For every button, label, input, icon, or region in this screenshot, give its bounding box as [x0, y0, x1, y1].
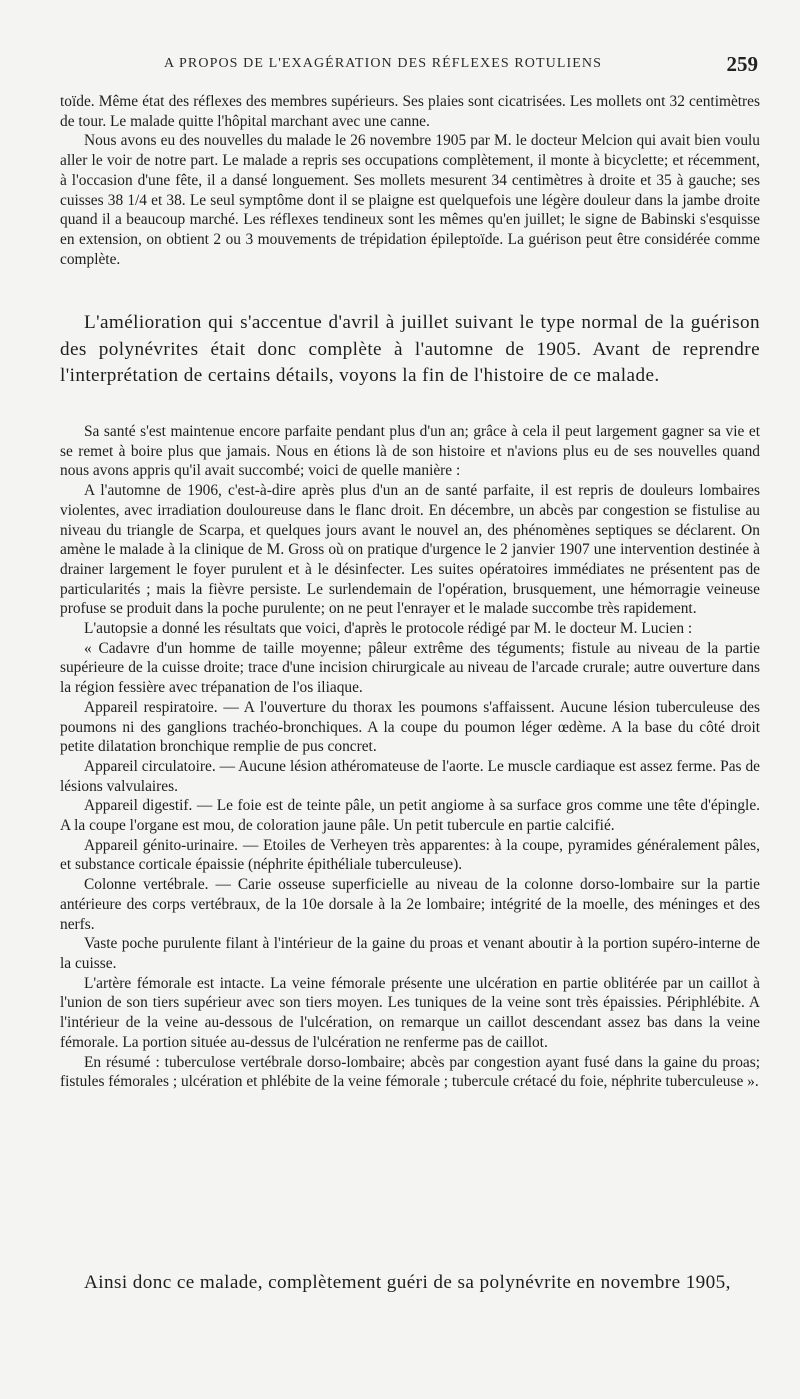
conclusion-block	[60, 1270, 760, 1297]
autopsy-femoral: L'artère fémorale est intacte. La veine fémorale présente une ulcération en partie oblitérée par un caillot à l'union de son tiers supérieur avec son tiers moyen. Les tuniques de la veine sont très épaissies. Périphlébite. A l'intérieur de la veine au-dessous de l'ulcération, on remarque un caillot descendant assez bas dans la veine fémorale. La portion située au-dessus de l'ulcération ne renferme pas de caillot.	[60, 974, 760, 1051]
running-header-title: A PROPOS DE L'EXAGÉRATION DES RÉFLEXES ROTULIENS	[164, 56, 603, 71]
summary-paragraph: L'amélioration qui s'accentue d'avril à juillet suivant le type normal de la guérison des polynévrites était donc complète à l'automne de 1905. Avant de reprendre l'interprétation de certains détails, voyons la fin de l'histoire de ce malade.	[60, 312, 760, 387]
autopsy-spine: Colonne vertébrale. — Carie osseuse superficielle au niveau de la colonne dorso-lombaire sur la partie antérieure des corps vertébraux, de la 10e dorsale à la 2e lombaire; intégrité de la moelle, des méninges et des nerfs.	[60, 876, 760, 933]
autopsy-respiratory: Appareil respiratoire. — A l'ouverture du thorax les poumons s'affaissent. Aucune lésion tuberculeuse des poumons ni des ganglions trachéo-bronchiques. A la coupe du poumon léger œdème. A la base du côté droit petite dilatation bronchique remplie de pus concret.	[60, 698, 760, 756]
page-number: 259	[726, 52, 758, 76]
autopsy-intro: L'autopsie a donné les résultats que voici, d'après le protocole rédigé par M. le docteur M. Lucien :	[84, 620, 693, 638]
conclusion-paragraph: Ainsi donc ce malade, complètement guéri de sa polynévrite en novembre 1905,	[84, 1272, 731, 1293]
case-notes-block	[60, 92, 760, 269]
case-paragraph: Nous avons eu des nouvelles du malade le 26 novembre 1905 par M. le docteur Melcion qui avait bien voulu aller le voir de notre part. Le malade a repris ses occupations complètement, il monte à bicyclette; et récemment, à l'occasion d'une fête, il a dansé longuement. Ses mollets mesurent 34 centimètres à droite et 35 à gauche; ses cuisses 38 1/4 et 38. Le seul symptôme dont il se plaigne est quelquefois une légère douleur dans la jambe droite quand il a beaucoup marché. Les réflexes tendineux sont les mêmes qu'en juillet; le signe de Babinski s'esquisse en extension, on obtient 2 ou 3 mouvements de trépidation épileptoïde. La guérison peut être considérée comme complète.	[60, 132, 760, 268]
autopsy-abscess: Vaste poche purulente filant à l'intérieur de la gaine du proas et venant aboutir à la portion supéro-interne de la cuisse.	[60, 935, 760, 972]
autopsy-paragraph: « Cadavre d'un homme de taille moyenne; pâleur extrême des téguments; fistule au niveau de la partie supérieure de la cuisse droite; trace d'une incision chirurgicale au niveau de l'arcade crurale; autre ouverture dans la région fessière avec trépanation de l'os iliaque.	[60, 639, 760, 697]
autopsy-digestive: Appareil digestif. — Le foie est de teinte pâle, un petit angiome à sa surface gros comme une tête d'épingle. A la coupe l'organe est mou, de coloration jaune pâle. Un petit tubercule en partie calcifié.	[60, 797, 760, 835]
autopsy-circulatory: Appareil circulatoire. — Aucune lésion athéromateuse de l'aorte. Le muscle cardiaque est assez ferme. Pas de lésions valvulaires.	[60, 757, 760, 795]
history-paragraph: A l'automne de 1906, c'est-à-dire après plus d'un an de santé parfaite, il est repris de douleurs lombaires violentes, avec irradiation douloureuse dans le flanc droit. En décembre, un abcès par congestion se fistulise au niveau du triangle de Scarpa, et quelques jours avant le nouvel an, des phénomènes septiques se déclarent. On amène le malade à la clinique de M. Gross où on pratique d'urgence le 2 janvier 1907 une intervention destinée à drainer largement le foyer purulent et à le désinfecter. Les suites opératoires immédiates ne présentent pas de particularités ; mais la fièvre persiste. Le surlendemain de l'opération, brusquement, une hémorragie veineuse profuse se produit dans la poche purulente; on ne peut l'enrayer et le malade succombe très rapidement.	[60, 482, 760, 618]
case-paragraph: toïde. Même état des réflexes des membres supérieurs. Ses plaies sont cicatrisées. Les mollets ont 32 centimètres de tour. Le malade quitte l'hôpital marchant avec une canne.	[60, 93, 760, 130]
history-block	[60, 422, 760, 1092]
summary-block	[60, 310, 760, 390]
autopsy-summary: En résumé : tuberculose vertébrale dorso-lombaire; abcès par congestion ayant fusé dans la gaine du proas; fistules fémorales ; ulcération et phlébite de la veine fémorale ; tubercule crétacé du foie, néphrite tuberculeuse ».	[60, 1053, 760, 1091]
history-paragraph: Sa santé s'est maintenue encore parfaite pendant plus d'un an; grâce à cela il peut largement gagner sa vie et se remet à boire plus que jamais. Nous en étions là de son histoire et n'avions plus eu de ses nouvelles quand nous avons appris qu'il avait succombé; voici de quelle manière :	[60, 423, 760, 480]
autopsy-genitourinary: Appareil génito-urinaire. — Etoiles de Verheyen très apparentes: à la coupe, pyramides généralement pâles, et substance corticale épaissie (néphrite épithéliale tuberculeuse).	[60, 836, 760, 874]
running-header	[60, 52, 760, 78]
